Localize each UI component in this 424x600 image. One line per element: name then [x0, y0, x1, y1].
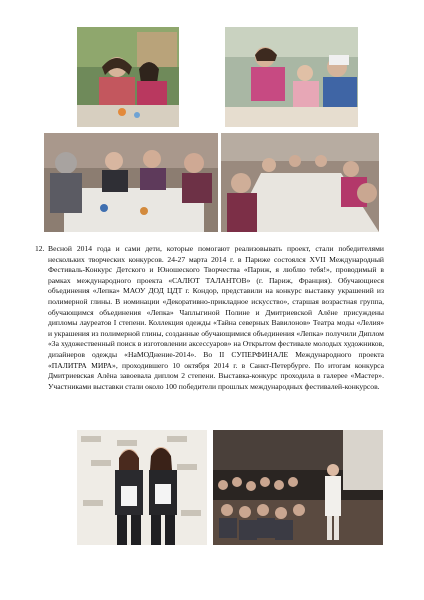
numbered-paragraph	[35, 244, 384, 392]
paragraph-number: 12.	[35, 244, 45, 253]
photo-girls-with-diplomas	[77, 430, 207, 545]
photo-adults-with-child	[225, 27, 358, 127]
paragraph-text: Весной 2014 года и сами дети, которые помогают реализовывать проект, стали победителями нескольких творческих конкурсов. 24-27 марта 2014 г. в Париже состоялся XVII Международный Фестиваль-Конкурс Детского и Юношеского Творчества «Париж, я люблю тебя!», проводимый в рамках международного проекта «САЛЮТ ТАЛАНТОВ» (г. Париж, Франция). Обучающиеся объединения «Лепка» МАОУ ДОД ЦДТ г. Кондор, представили на конкурс выставку украшений из полимерной глины. В номинации «Декоративно-прикладное искусство», старшая возрастная группа, обучающимся объединения «Лепка» Чаплыгиной Полине и Дмитриевской Алёне присуждены дипломы лауреатов I степени. Коллекция одежды «Тайна северных Вавилонов» Театра моды «Лелия» и украшения из полимерной глины, созданные обучающимися объединения «Лепка» получили Диплом «За художественный поиск в изготовлении аксессуаров» на Открытом фестивале молодых художников, дизайнеров одежды «НаМОДнение-2014». Во II СУПЕРФИНАЛЕ Международного проекта «ПАЛИТРА МИРА», проходившего 10 октября 2014 г. в Санкт-Петербурге. По итогам конкурса Дмитриевская Алёна завоевала диплом 2 степени. Выставка-конкурс проходила в галерее «Мастер». Участниками выставки стали около 100 победители прошлых международных фестивалей-конкурсов.	[48, 244, 384, 391]
photo-elderly-group-left	[44, 133, 218, 232]
photo-girls-crafting	[77, 27, 179, 127]
photo-fashion-show	[213, 430, 383, 545]
photo-elderly-group-right	[221, 133, 379, 232]
